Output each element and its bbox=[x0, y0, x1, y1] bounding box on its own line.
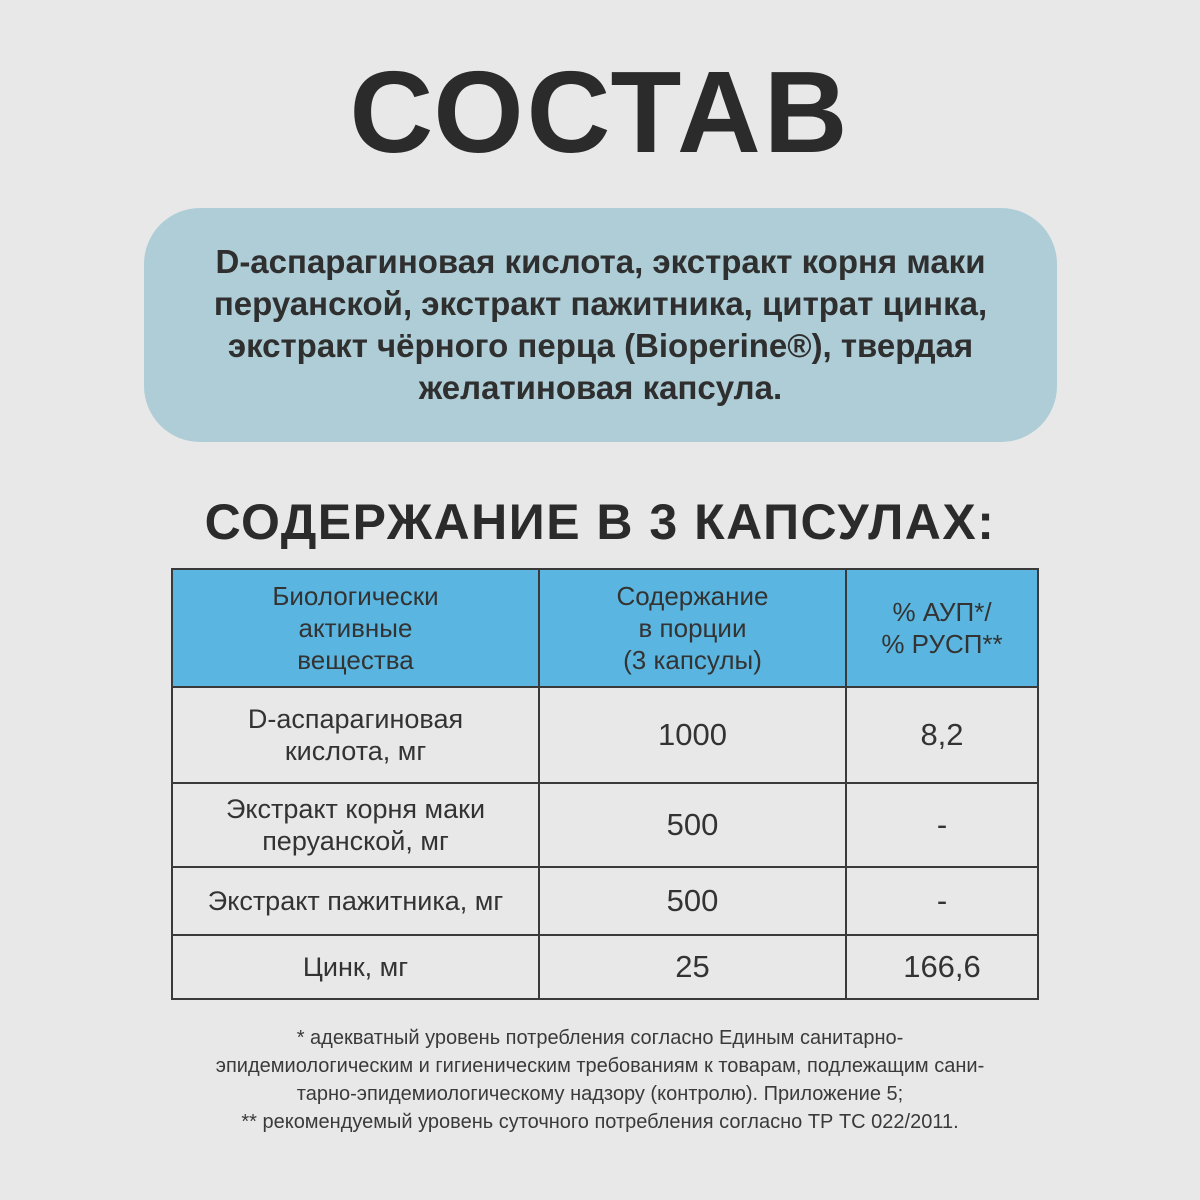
table-row bbox=[172, 783, 1038, 867]
page-title: СОСТАВ bbox=[349, 47, 851, 177]
nutrients-table bbox=[171, 568, 1039, 1000]
cell-substance bbox=[172, 783, 539, 867]
cell-percent: - bbox=[846, 783, 1038, 867]
footnote-line: ** рекомендуемый уровень суточного потребления согласно ТР ТС 022/2011. bbox=[241, 1111, 959, 1133]
cell-substance bbox=[172, 935, 539, 999]
composition-line: желатиновая капсула. bbox=[418, 369, 783, 406]
cell-substance bbox=[172, 687, 539, 783]
cell-substance bbox=[172, 867, 539, 935]
composition-line: D-аспарагиновая кислота, экстракт корня маки bbox=[215, 243, 986, 280]
footnote-line: * адекватный уровень потребления согласно Единым санитарно- bbox=[296, 1027, 904, 1049]
footnote-line: тарно-эпидемиологическому надзору (контролю). Приложение 5; bbox=[296, 1083, 904, 1105]
cell-amount: 25 bbox=[539, 935, 846, 999]
composition-text bbox=[214, 241, 987, 409]
header-amount bbox=[539, 569, 846, 687]
header-line: активные bbox=[298, 613, 413, 643]
composition-box bbox=[144, 208, 1057, 442]
header-line: (3 капсулы) bbox=[623, 645, 762, 675]
section-title: СОДЕРЖАНИЕ В 3 КАПСУЛАХ: bbox=[204, 494, 996, 550]
cell-line: Экстракт корня маки bbox=[225, 794, 486, 824]
cell-line: перуанской, мг bbox=[262, 826, 449, 856]
header-line: % РУСП** bbox=[881, 629, 1003, 659]
cell-line: Экстракт пажитника, мг bbox=[207, 886, 504, 916]
table-row bbox=[172, 935, 1038, 999]
cell-amount: 1000 bbox=[539, 687, 846, 783]
cell-percent: 8,2 bbox=[846, 687, 1038, 783]
header-line: в порции bbox=[638, 613, 747, 643]
header-line: % АУП*/ bbox=[892, 597, 992, 627]
cell-amount: 500 bbox=[539, 867, 846, 935]
cell-percent: - bbox=[846, 867, 1038, 935]
cell-line: D-аспарагиновая bbox=[247, 704, 464, 734]
header-percent bbox=[846, 569, 1038, 687]
header-line: Биологически bbox=[272, 581, 439, 611]
footnote-line: эпидемиологическим и гигиеническим требованиям к товарам, подлежащим сани- bbox=[215, 1055, 985, 1077]
table-header-row bbox=[172, 569, 1038, 687]
table-row bbox=[172, 687, 1038, 783]
header-line: Содержание bbox=[616, 581, 769, 611]
cell-percent: 166,6 bbox=[846, 935, 1038, 999]
cell-amount: 500 bbox=[539, 783, 846, 867]
table-row bbox=[172, 867, 1038, 935]
composition-line: экстракт чёрного перца (Bioperine®), твердая bbox=[227, 327, 974, 364]
cell-line: Цинк, мг bbox=[302, 952, 409, 982]
footnotes bbox=[100, 1024, 1100, 1136]
header-substances bbox=[172, 569, 539, 687]
header-line: вещества bbox=[297, 645, 414, 675]
cell-line: кислота, мг bbox=[284, 736, 427, 766]
composition-line: перуанской, экстракт пажитника, цитрат цинка, bbox=[213, 285, 988, 322]
